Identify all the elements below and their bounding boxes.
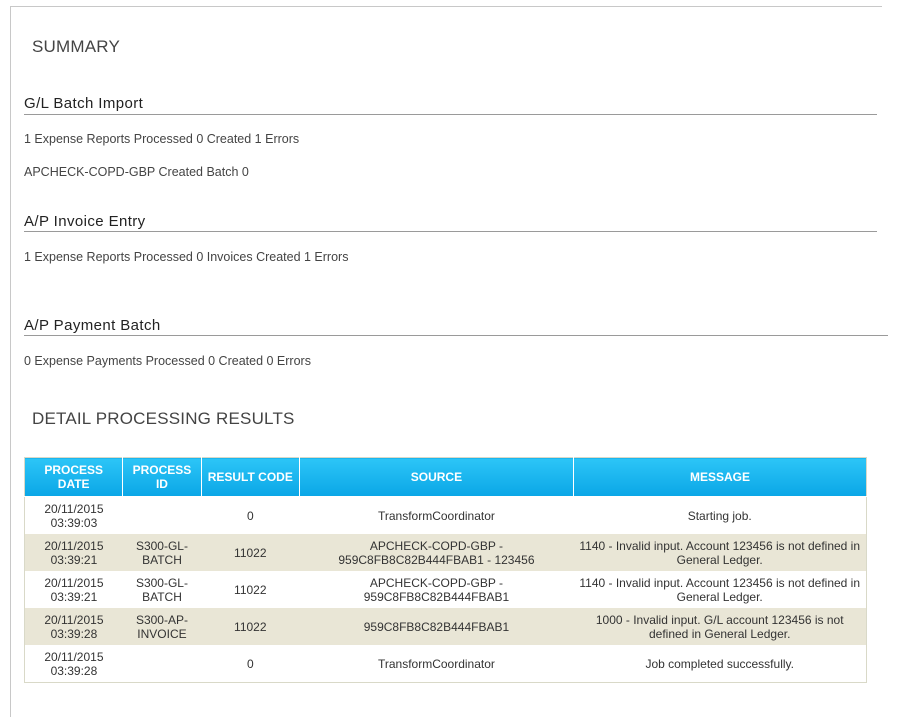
column-header-process-date[interactable]: PROCESS DATE xyxy=(25,458,123,497)
cell-source: TransformCoordinator xyxy=(377,508,495,523)
cell-process-id: S300-AP-INVOICE xyxy=(123,608,201,645)
cell-process-date: 20/11/2015 03:39:28 xyxy=(25,608,123,645)
column-header-message[interactable]: MESSAGE xyxy=(573,458,866,497)
cell-message: Job completed successfully. xyxy=(645,656,794,671)
cell-process-date: 20/11/2015 03:39:21 xyxy=(25,534,123,571)
section-title-ap-invoice-entry: A/P Invoice Entry xyxy=(24,213,146,230)
cell-process-date: 20/11/2015 03:39:03 xyxy=(44,501,104,530)
table-row xyxy=(25,534,867,571)
cell-process-date: 20/11/2015 03:39:21 xyxy=(44,575,104,604)
ap-invoice-summary-line: 1 Expense Reports Processed 0 Invoices Created 1 Errors xyxy=(24,250,349,264)
cell-message: 1000 - Invalid input. G/L account 123456 is not defined in General Ledger. xyxy=(573,608,866,645)
table-row xyxy=(25,608,867,645)
ap-payment-summary-line: 0 Expense Payments Processed 0 Created 0 Errors xyxy=(24,354,311,368)
gl-batch-created-line: APCHECK-COPD-GBP Created Batch 0 xyxy=(24,165,249,179)
section-title-ap-payment-batch: A/P Payment Batch xyxy=(24,317,161,334)
page-top-border xyxy=(10,6,882,7)
cell-source: TransformCoordinator xyxy=(377,656,495,671)
table-header-row xyxy=(25,458,867,497)
cell-process-id xyxy=(123,497,201,535)
cell-result-code: 11022 xyxy=(201,534,299,571)
table-row xyxy=(25,571,867,608)
detail-results-table xyxy=(24,457,867,683)
cell-process-date: 20/11/2015 03:39:28 xyxy=(44,649,104,678)
section-divider xyxy=(24,114,877,115)
section-divider xyxy=(24,335,888,336)
cell-result-code: 11022 xyxy=(234,582,267,597)
cell-process-id: S300-GL-BATCH xyxy=(135,575,188,604)
section-title-gl-batch-import: G/L Batch Import xyxy=(24,95,144,112)
cell-message: 1140 - Invalid input. Account 123456 is not defined in General Ledger. xyxy=(573,534,866,571)
cell-source: APCHECK-COPD-GBP - 959C8FB8C82B444FBAB1 xyxy=(363,575,510,604)
column-header-process-id[interactable]: PROCESS ID xyxy=(123,458,201,497)
section-divider xyxy=(24,231,877,232)
cell-message: Starting job. xyxy=(687,508,752,523)
cell-source: 959C8FB8C82B444FBAB1 xyxy=(299,608,573,645)
column-header-result-code[interactable]: RESULT CODE xyxy=(201,458,299,497)
detail-heading: DETAIL PROCESSING RESULTS xyxy=(32,409,295,428)
cell-process-id xyxy=(123,645,201,683)
column-header-source[interactable]: SOURCE xyxy=(299,458,573,497)
page-left-border xyxy=(10,6,11,717)
table-row xyxy=(25,645,867,683)
cell-message: 1140 - Invalid input. Account 123456 is not defined in General Ledger. xyxy=(579,575,861,604)
cell-source: APCHECK-COPD-GBP - 959C8FB8C82B444FBAB1 - 123456 xyxy=(299,534,573,571)
cell-result-code: 11022 xyxy=(201,608,299,645)
summary-heading: SUMMARY xyxy=(32,37,120,56)
cell-result-code: 0 xyxy=(246,656,254,671)
table-row xyxy=(25,497,867,535)
cell-result-code: 0 xyxy=(246,508,254,523)
gl-batch-summary-line: 1 Expense Reports Processed 0 Created 1 Errors xyxy=(24,132,300,146)
cell-process-id: S300-GL-BATCH xyxy=(123,534,201,571)
